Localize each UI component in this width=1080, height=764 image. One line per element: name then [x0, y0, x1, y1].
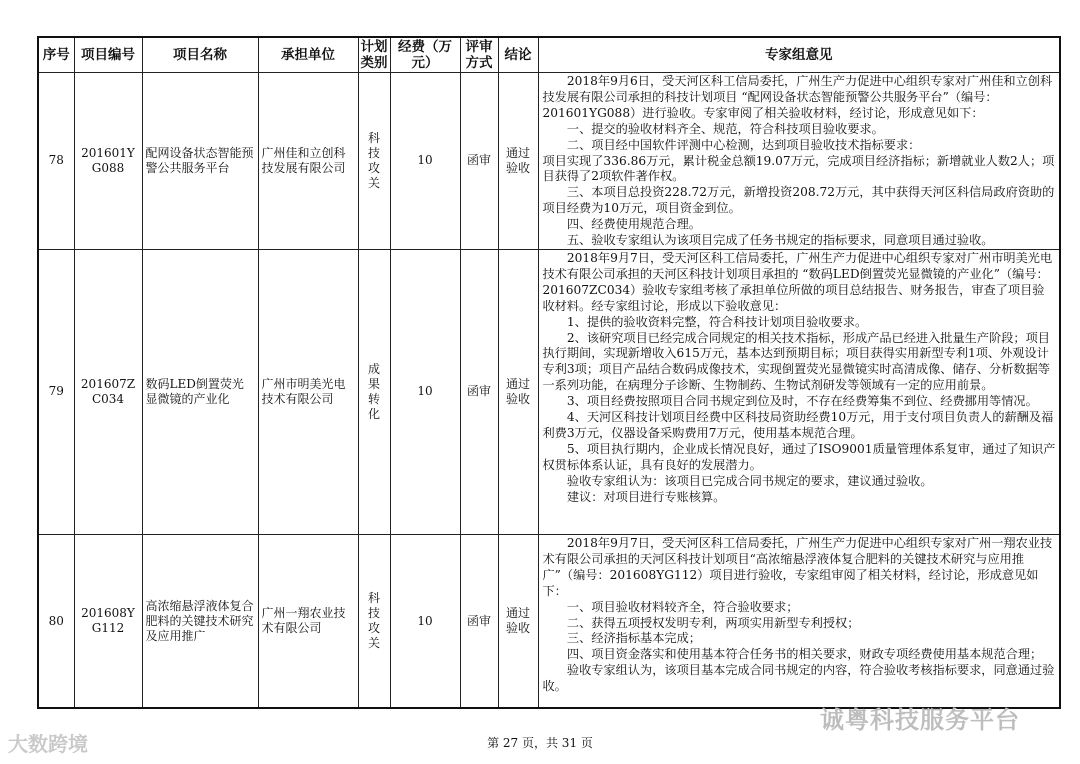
project-code-cell: 201601YG088 [74, 73, 142, 250]
review-method-cell: 函审 [460, 73, 498, 250]
column-header: 计划类别 [358, 37, 390, 73]
opinion-paragraph: 2018年9月6日，受天河区科工信局委托，广州生产力促进中心组织专家对广州佳和立创科技发展有限公司承担的科技计划项目 “配网设备状态智能预警公共服务平台”（编号：201601YG088）进行验收。专家审阅了相关验收材料，经讨论，形成意见如下： [542, 74, 1053, 120]
row-number-cell: 78 [38, 73, 74, 250]
conclusion-cell: 通过验收 [498, 249, 538, 534]
opinion-paragraph: 建议：对项目进行专账核算。 [566, 489, 726, 504]
project-name-cell: 高浓缩悬浮液体复合肥料的关键技术研究及应用推广 [142, 534, 258, 708]
undertaking-unit-cell: 广州市明美光电技术有限公司 [258, 249, 358, 534]
opinion-paragraph: 一、项目验收材料较齐全，符合验收要求； [566, 599, 799, 614]
opinion-paragraph: 1、提供的验收资料完整，符合科技计划项目验收要求。 [566, 314, 868, 329]
plan-category-cell: 科技攻关 [358, 73, 390, 250]
watermark-right: 诚粤科技服务平台 [820, 706, 1020, 734]
table-row [38, 534, 1060, 708]
opinion-paragraph: 2018年9月7日，受天河区科工信局委托，广州生产力促进中心组织专家对广州市明美光电技术有限公司承担的天河区科技计划项目承担的 “数码LED倒置荧光显微镜的产业化”（编号：201607ZC034）验收专家组考核了承担单位所做的项目总结报告、财务报告，审查了项目验收材料。经专家组讨论，形成以下验收意见： [542, 250, 1053, 313]
column-header: 评审方式 [460, 37, 498, 73]
watermark-left: 大数跨境 [8, 732, 88, 756]
undertaking-unit-cell: 广州佳和立创科技发展有限公司 [258, 73, 358, 250]
opinion-paragraph: 项目实现了336.86万元，累计税金总额19.07万元，完成项目经济指标；新增就业人数2人；项目获得了2项软件著作权。 [542, 153, 1055, 184]
opinion-paragraph: 四、经费使用规范合理。 [566, 217, 701, 232]
opinion-paragraph: 一、提交的验收材料齐全、规范，符合科技项目验收要求。 [566, 121, 884, 136]
opinion-paragraph: 2、该研究项目已经完成合同规定的相关技术指标，形成产品已经进入批量生产阶段；项目执行期间，实现新增收入615万元，基本达到预期目标；项目获得实用新型专利1项、外观设计专利3项；项目产品结合数码成像技术，实现倒置荧光显微镜实时高清成像、储存、分析数据等一系列功能，在病理分子诊断、生物制药、生物试剂研发等领域有一定的应用前景。 [542, 330, 1050, 393]
opinion-paragraph: 四、项目资金落实和使用基本符合任务书的相关要求，财政专项经费使用基本规范合理； [566, 647, 1043, 662]
table-row [38, 73, 1060, 250]
plan-category-cell: 科技攻关 [358, 534, 390, 708]
column-header: 专家组意见 [538, 37, 1060, 73]
column-header: 序号 [38, 37, 74, 73]
opinion-paragraph: 五、验收专家组认为该项目完成了任务书规定的指标要求，同意项目通过验收。 [566, 233, 994, 248]
project-code-cell: 201608YG112 [74, 534, 142, 708]
undertaking-unit-cell: 广州一翔农业技术有限公司 [258, 534, 358, 708]
column-header: 项目编号 [74, 37, 142, 73]
opinion-paragraph: 二、获得五项授权发明专利，两项实用新型专利授权； [566, 615, 860, 630]
column-header: 项目名称 [142, 37, 258, 73]
conclusion-cell: 通过验收 [498, 534, 538, 708]
opinion-paragraph: 2018年9月7日，受天河区科工信局委托，广州生产力促进中心组织专家对广州一翔农业技术有限公司承担的天河区科技计划项目“高浓缩悬浮液体复合肥料的关键技术研究与应用推广”（编号：201608YG112）项目进行验收，专家组审阅了相关材料，经讨论，形成意见如下： [542, 535, 1053, 598]
row-number-cell: 79 [38, 249, 74, 534]
column-header: 承担单位 [258, 37, 358, 73]
opinion-paragraph: 3、项目经费按照项目合同书规定到位及时，不存在经费筹集不到位、经费挪用等情况。 [566, 394, 1038, 409]
opinion-paragraph: 4、天河区科技计划项目经费中区科技局资助经费10万元，用于支付项目负责人的薪酬及福利费3万元，仪器设备采购费用7万元，使用基本规范合理。 [542, 410, 1054, 440]
project-code-cell: 201607ZC034 [74, 249, 142, 534]
opinion-paragraph: 三、经济指标基本完成； [566, 631, 701, 646]
row-number-cell: 80 [38, 534, 74, 708]
opinion-paragraph: 验收专家组认为：该项目已完成合同书规定的要求，建议通过验收。 [566, 473, 933, 488]
review-method-cell: 函审 [460, 534, 498, 708]
acceptance-table [37, 36, 1061, 709]
project-name-cell: 数码LED倒置荧光显微镜的产业化 [142, 249, 258, 534]
opinion-paragraph: 三、本项目总投资228.72万元，新增投资208.72万元，其中获得天河区科信局政府资助的项目经费为10万元，项目资金到位。 [542, 185, 1055, 216]
expert-opinion-cell [538, 249, 1060, 534]
funds-cell: 10 [390, 249, 460, 534]
plan-category-cell: 成果转化 [358, 249, 390, 534]
table-row [38, 249, 1060, 534]
opinion-paragraph: 二、项目经中国软件评测中心检测，达到项目验收技术指标要求： [566, 137, 921, 152]
expert-opinion-cell [538, 73, 1060, 250]
opinion-paragraph: 验收专家组认为，该项目基本完成合同书规定的内容，符合验收考核指标要求，同意通过验收。 [542, 663, 1055, 694]
review-method-cell: 函审 [460, 249, 498, 534]
funds-cell: 10 [390, 73, 460, 250]
funds-cell: 10 [390, 534, 460, 708]
expert-opinion-cell [538, 534, 1060, 708]
conclusion-cell: 通过验收 [498, 73, 538, 250]
column-header: 结论 [498, 37, 538, 73]
project-name-cell: 配网设备状态智能预警公共服务平台 [142, 73, 258, 250]
column-header: 经费（万元） [390, 37, 460, 73]
header-row [38, 37, 1060, 73]
page-footer: 第 27 页，共 31 页 [487, 736, 593, 750]
opinion-paragraph: 5、项目执行期内，企业成长情况良好，通过了ISO9001质量管理体系复审，通过了知识产权贯标体系认证，具有良好的发展潜力。 [542, 441, 1056, 472]
